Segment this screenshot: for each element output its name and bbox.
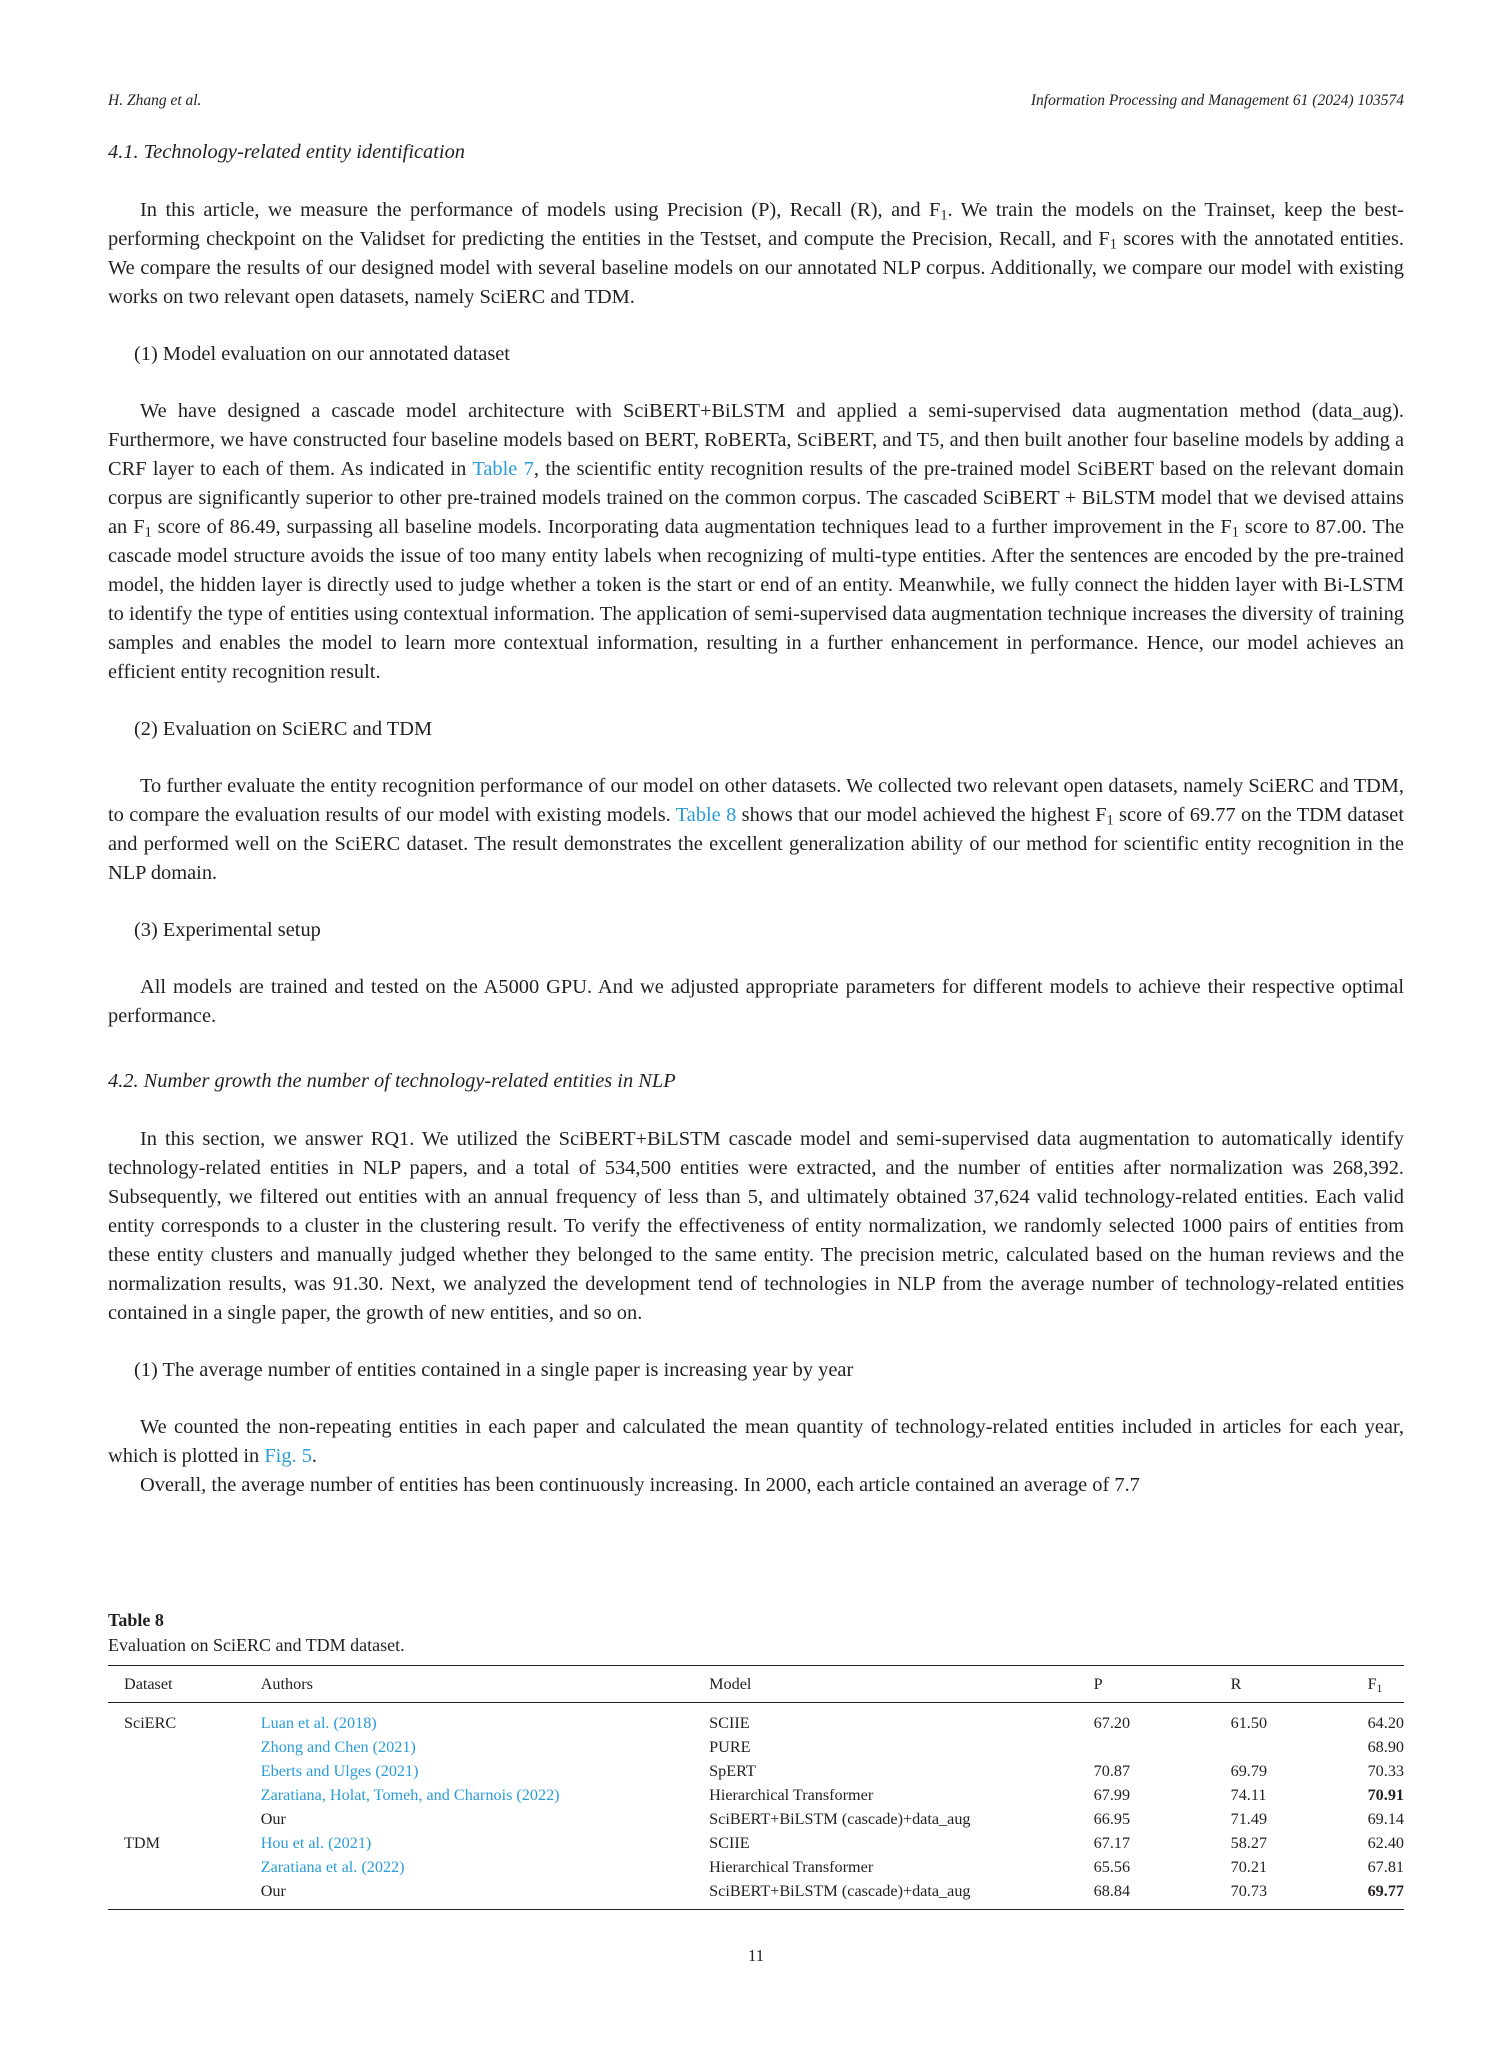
model-evaluation-paragraph: We have designed a cascade model architecture with SciBERT+BiLSTM and applied a semi-supervised data augmentation method (data_aug). Furthermore, we have constructed four baseline models based on BERT, RoBERTa, SciBERT, and T5, and then built another four baseline models by adding a CRF layer to each of them. As indicated in Table 7, the scientific entity recognition results of the pre-trained model SciBERT based on the relevant domain corpus are significantly superior to other pre-trained models trained on the common corpus. The cascaded SciBERT + BiLSTM model that we devised attains an $F_1$ score of 86.49, surpassing all baseline models. Incorporating data augmentation techniques lead to a further improvement in the $F_1$ score to 87.00. The cascade model structure avoids the issue of too many entity labels when recognizing of multi-type entities. After the sentences are encoded by the pre-trained model, the hidden layer is directly used to judge whether a token is the start or end of an entity. Meanwhile, we fully connect the hidden layer with Bi-LSTM to identify the type of entities using contextual information. The application of semi-supervised data augmentation technique increases the diversity of training samples and enables the model to learn more contextual information, resulting in a further enhancement in performance. Hence, our model achieves an efficient entity recognition result. — [108, 400, 1404, 683]
cell-authors-link[interactable]: Hou et al. (2021) — [260, 1833, 372, 1852]
table-row — [108, 1807, 1404, 1831]
section-4-2-title: 4.2. Number growth the number of technology-related entities in NLP — [108, 1070, 676, 1092]
header-f1: $F_1$ — [1367, 1675, 1383, 1695]
cell-authors: Our — [260, 1881, 286, 1900]
cell-authors: Our — [260, 1809, 286, 1828]
table-8 — [108, 1665, 1404, 1910]
cell-r: 70.21 — [1230, 1857, 1268, 1876]
cell-dataset — [108, 1879, 245, 1910]
cell-authors-link[interactable]: Zaratiana et al. (2022) — [260, 1857, 405, 1876]
cell-r: 61.50 — [1230, 1713, 1268, 1732]
cell-authors-link[interactable]: Eberts and Ulges (2021) — [260, 1761, 419, 1780]
cell-dataset — [108, 1807, 245, 1831]
cell-r: 58.27 — [1230, 1833, 1268, 1852]
cell-authors-link[interactable]: Luan et al. (2018) — [260, 1713, 377, 1732]
cell-f1-best: 69.77 — [1367, 1881, 1404, 1900]
cell-model: SCIIE — [709, 1833, 750, 1852]
cell-f1: 69.14 — [1367, 1809, 1404, 1828]
cell-p: 67.99 — [1093, 1785, 1131, 1804]
cell-dataset: TDM — [124, 1833, 160, 1852]
page-number: 11 — [747, 1946, 765, 1965]
average-entities-paragraph: We counted the non-repeating entities in each paper and calculated the mean quantity of technology-related entities included in articles for each year, which is plotted in Fig. 5. — [108, 1416, 1404, 1467]
header-model: Model — [709, 1675, 752, 1693]
cell-r: 74.11 — [1230, 1785, 1267, 1804]
running-header — [108, 92, 1404, 114]
table-8-link[interactable]: Table 8 — [675, 804, 737, 826]
table-header-row — [108, 1666, 1404, 1703]
table-7-link[interactable]: Table 7 — [472, 458, 534, 480]
cell-model: SpERT — [709, 1761, 756, 1780]
cell-r: 69.79 — [1230, 1761, 1268, 1780]
cell-r: 71.49 — [1230, 1809, 1268, 1828]
cell-f1: 62.40 — [1367, 1833, 1404, 1852]
cell-f1: 70.33 — [1367, 1761, 1404, 1780]
cell-r — [1215, 1735, 1352, 1759]
table-row — [108, 1735, 1404, 1759]
header-precision: P — [1093, 1675, 1103, 1693]
table-row — [108, 1703, 1404, 1736]
cell-p — [1078, 1735, 1215, 1759]
subsection-average-entities-title: (1) The average number of entities contained in a single paper is increasing year by year — [134, 1359, 854, 1381]
cell-p: 68.84 — [1093, 1881, 1131, 1900]
cell-f1: 67.81 — [1367, 1857, 1404, 1876]
header-authors: H. Zhang et al. — [108, 92, 202, 109]
cell-f1-best: 70.91 — [1367, 1785, 1404, 1804]
table-8-caption — [108, 1608, 405, 1658]
cell-r: 70.73 — [1230, 1881, 1268, 1900]
cell-f1: 64.20 — [1367, 1713, 1404, 1732]
cell-dataset — [108, 1735, 245, 1759]
cell-dataset — [108, 1783, 245, 1807]
fig-5-link[interactable]: Fig. 5 — [264, 1445, 312, 1467]
subsection-model-evaluation-title: (1) Model evaluation on our annotated dataset — [134, 343, 510, 365]
table-row — [108, 1831, 1404, 1855]
cell-p: 70.87 — [1093, 1761, 1131, 1780]
header-authors: Authors — [260, 1675, 313, 1693]
table-row — [108, 1783, 1404, 1807]
subsection-scierc-tdm-title: (2) Evaluation on SciERC and TDM — [134, 718, 433, 740]
header-journal: Information Processing and Management 61 (2024) 103574 — [1030, 92, 1404, 109]
header-dataset: Dataset — [124, 1675, 173, 1693]
cell-model: Hierarchical Transformer — [709, 1785, 874, 1804]
cell-p: 66.95 — [1093, 1809, 1131, 1828]
cell-dataset — [108, 1759, 245, 1783]
table-row — [108, 1879, 1404, 1910]
cell-authors-link[interactable]: Zaratiana, Holat, Tomeh, and Charnois (2022) — [260, 1785, 560, 1804]
cell-f1: 68.90 — [1367, 1737, 1404, 1756]
cell-dataset: SciERC — [124, 1713, 177, 1732]
cell-model: PURE — [709, 1737, 751, 1756]
subsection-experimental-setup-title: (3) Experimental setup — [134, 919, 321, 941]
cell-model: Hierarchical Transformer — [709, 1857, 874, 1876]
table-8-description: Evaluation on SciERC and TDM dataset. — [108, 1635, 405, 1655]
table-row — [108, 1855, 1404, 1879]
header-recall: R — [1230, 1675, 1242, 1693]
article-body — [108, 138, 1404, 1500]
experimental-setup-paragraph: All models are trained and tested on the A5000 GPU. And we adjusted appropriate parameters for different models to achieve their respective optimal performance. — [108, 976, 1404, 1027]
cell-p: 67.20 — [1093, 1713, 1131, 1732]
table-8-label: Table 8 — [108, 1610, 164, 1630]
cell-model: SCIIE — [709, 1713, 750, 1732]
scierc-tdm-paragraph: To further evaluate the entity recognition performance of our model on other datasets. We collected two relevant open datasets, namely SciERC and TDM, to compare the evaluation results of our model with existing models. Table 8 shows that our model achieved the highest $F_1$ score of 69.77 on the TDM dataset and performed well on the SciERC dataset. The result demonstrates the excellent generalization ability of our method for scientific entity recognition in the NLP domain. — [108, 775, 1404, 884]
section-4-1-title: 4.1. Technology-related entity identification — [108, 141, 465, 163]
cell-model: SciBERT+BiLSTM (cascade)+data_aug — [709, 1881, 971, 1900]
cell-authors-link[interactable]: Zhong and Chen (2021) — [260, 1737, 416, 1756]
section-4-1-intro: In this article, we measure the performance of models using Precision (P), Recall (R), and $F_1$. We train the models on the Trainset, keep the best-performing checkpoint on the Validset for predicting the entities in the Testset, and compute the Precision, Recall, and $F_1$ scores with the annotated entities. We compare the results of our designed model with several baseline models on our annotated NLP corpus. Additionally, we compare our model with existing works on two relevant open datasets, namely SciERC and TDM. — [108, 199, 1404, 308]
cell-p: 65.56 — [1093, 1857, 1131, 1876]
cell-p: 67.17 — [1093, 1833, 1131, 1852]
cell-dataset — [108, 1855, 245, 1879]
section-4-2-paragraph: In this section, we answer RQ1. We utilized the SciBERT+BiLSTM cascade model and semi-supervised data augmentation to automatically identify technology-related entities in NLP papers, and a total of 534,500 entities were extracted, and the number of entities after normalization was 268,392. Subsequently, we filtered out entities with an annual frequency of less than 5, and ultimately obtained 37,624 valid technology-related entities. Each valid entity corresponds to a cluster in the clustering result. To verify the effectiveness of entity normalization, we randomly selected 1000 pairs of entities from these entity clusters and manually judged whether they belonged to the same entity. The precision metric, calculated based on the human reviews and the normalization results, was 91.30. Next, we analyzed the development tend of technologies in NLP from the average number of technology-related entities contained in a single paper, the growth of new entities, and so on. — [108, 1128, 1404, 1324]
cell-model: SciBERT+BiLSTM (cascade)+data_aug — [709, 1809, 971, 1828]
table-row — [108, 1759, 1404, 1783]
overall-paragraph: Overall, the average number of entities has been continuously increasing. In 2000, each article contained an average of 7.7 — [140, 1474, 1140, 1496]
